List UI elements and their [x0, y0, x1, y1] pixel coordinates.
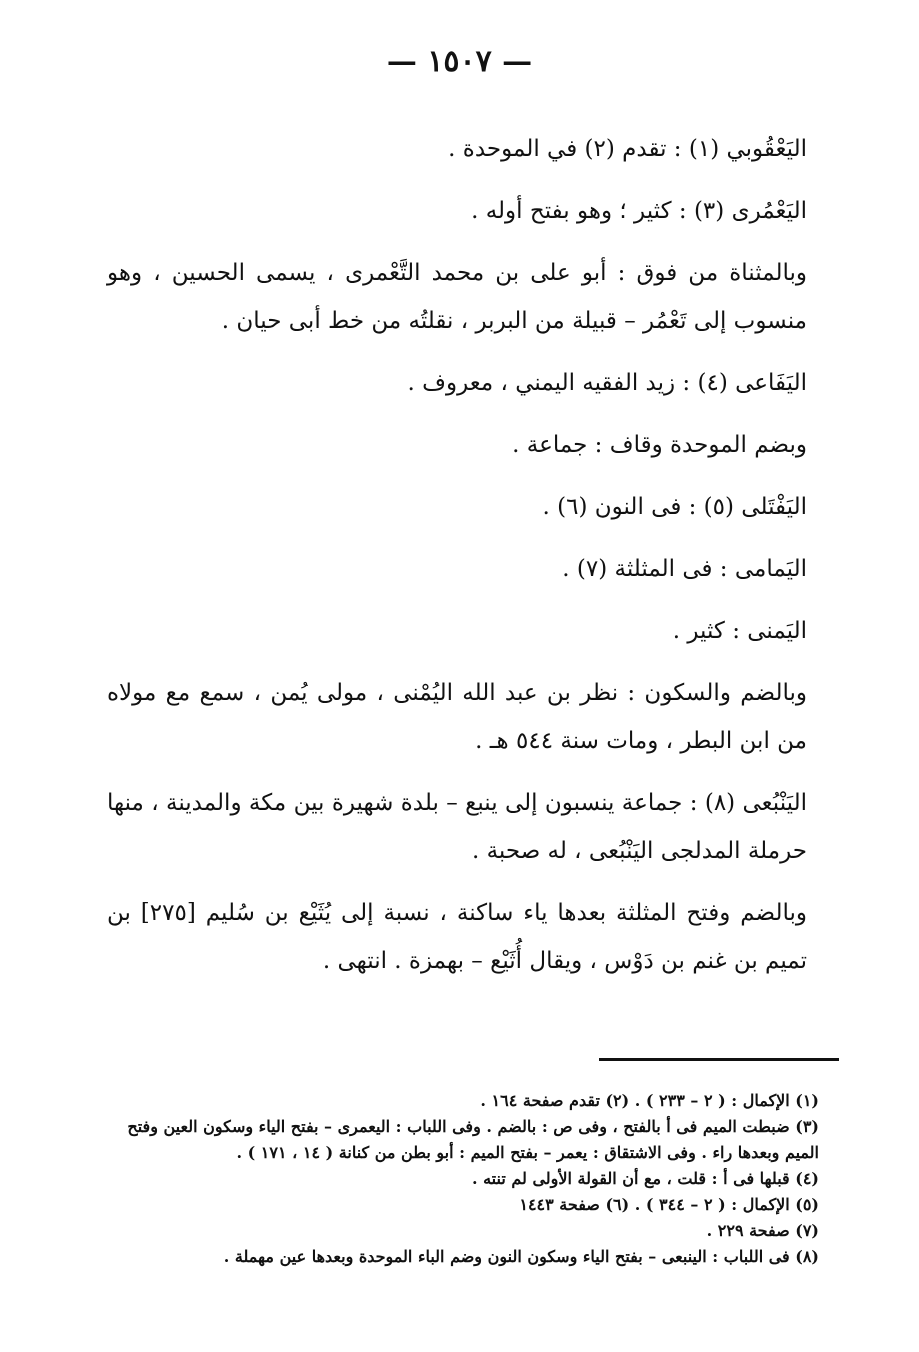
footnote-divider — [599, 1058, 839, 1061]
entry-yuthai: وبالضم وفتح المثلثة بعدها ياء ساكنة ، نسبة إلى يُثَيْع بن سُليم [٢٧٥] بن تميم بن غنم بن دَوْس ، ويقال أُثَيْع – بهمزة . انتهى . — [107, 900, 807, 974]
footnote-4: (٤) قبلها فى أ : قلت ، مع أن القولة الأولى لم تنته . — [471, 1169, 819, 1188]
footnotes — [91, 1088, 819, 1270]
entry-yaftali: اليَفْتَلى (٥) : فى النون (٦) . — [542, 494, 807, 520]
footnote-1-2: (١) الإكمال : ( ٢ – ٢٣٣ ) . (٢) تقدم صفحة ١٦٤ . — [480, 1091, 819, 1110]
entry-yafai: اليَفَاعى (٤) : زيد الفقيه اليمني ، معروف . — [407, 370, 807, 396]
body-text — [107, 125, 807, 999]
footnote-3: (٣) ضبطت الميم فى أ بالفتح ، وفى ص : بالضم . وفى اللباب : اليعمرى – بفتح الياء وسكون العين وفتح الميم وبعدها راء . وفى الاشتقاق : يعمر – بفتح الميم : أبو بطن من كنانة ( ١٤ ، ١٧١ ) . — [127, 1117, 819, 1162]
page-number: — ١٥٠٧ — — [386, 44, 533, 79]
entry-yumni: وبالضم والسكون : نظر بن عبد الله اليُمْنى ، مولى يُمن ، سمع مع مولاه من ابن البطر ، ومات سنة ٥٤٤ هـ . — [107, 680, 807, 754]
entry-yamuri: اليَعْمُرى (٣) : كثير ؛ وهو بفتح أوله . — [471, 198, 807, 224]
entry-yamami: اليَمامى : فى المثلثة (٧) . — [562, 556, 807, 582]
footnote-7: (٧) صفحة ٢٢٩ . — [706, 1221, 819, 1240]
entry-yaqubi: اليَعْقُوبي (١) : تقدم (٢) في الموحدة . — [448, 136, 807, 162]
entry-yanbui: اليَنْبُعى (٨) : جماعة ينسبون إلى ينبع – بلدة شهيرة بين مكة والمدينة ، منها حرملة المدلجى اليَنْبُعى ، له صحبة . — [107, 790, 807, 864]
entry-tamuri: وبالمثناة من فوق : أبو على بن محمد التَّعْمرى ، يسمى الحسين ، وهو منسوب إلى تَعْمُر – قبيلة من البربر ، نقلتُه من خط أبى حيان . — [107, 260, 807, 334]
entry-bafai: وبضم الموحدة وقاف : جماعة . — [512, 432, 807, 458]
footnote-5-6: (٥) الإكمال : ( ٢ – ٣٤٤ ) . (٦) صفحة ١٤٤٣ — [519, 1195, 819, 1214]
footnote-8: (٨) فى اللباب : الينبعى – بفتح الياء وسكون النون وضم الباء الموحدة وبعدها عين مهملة . — [223, 1247, 819, 1266]
entry-yamani: اليَمنى : كثير . — [672, 618, 807, 644]
